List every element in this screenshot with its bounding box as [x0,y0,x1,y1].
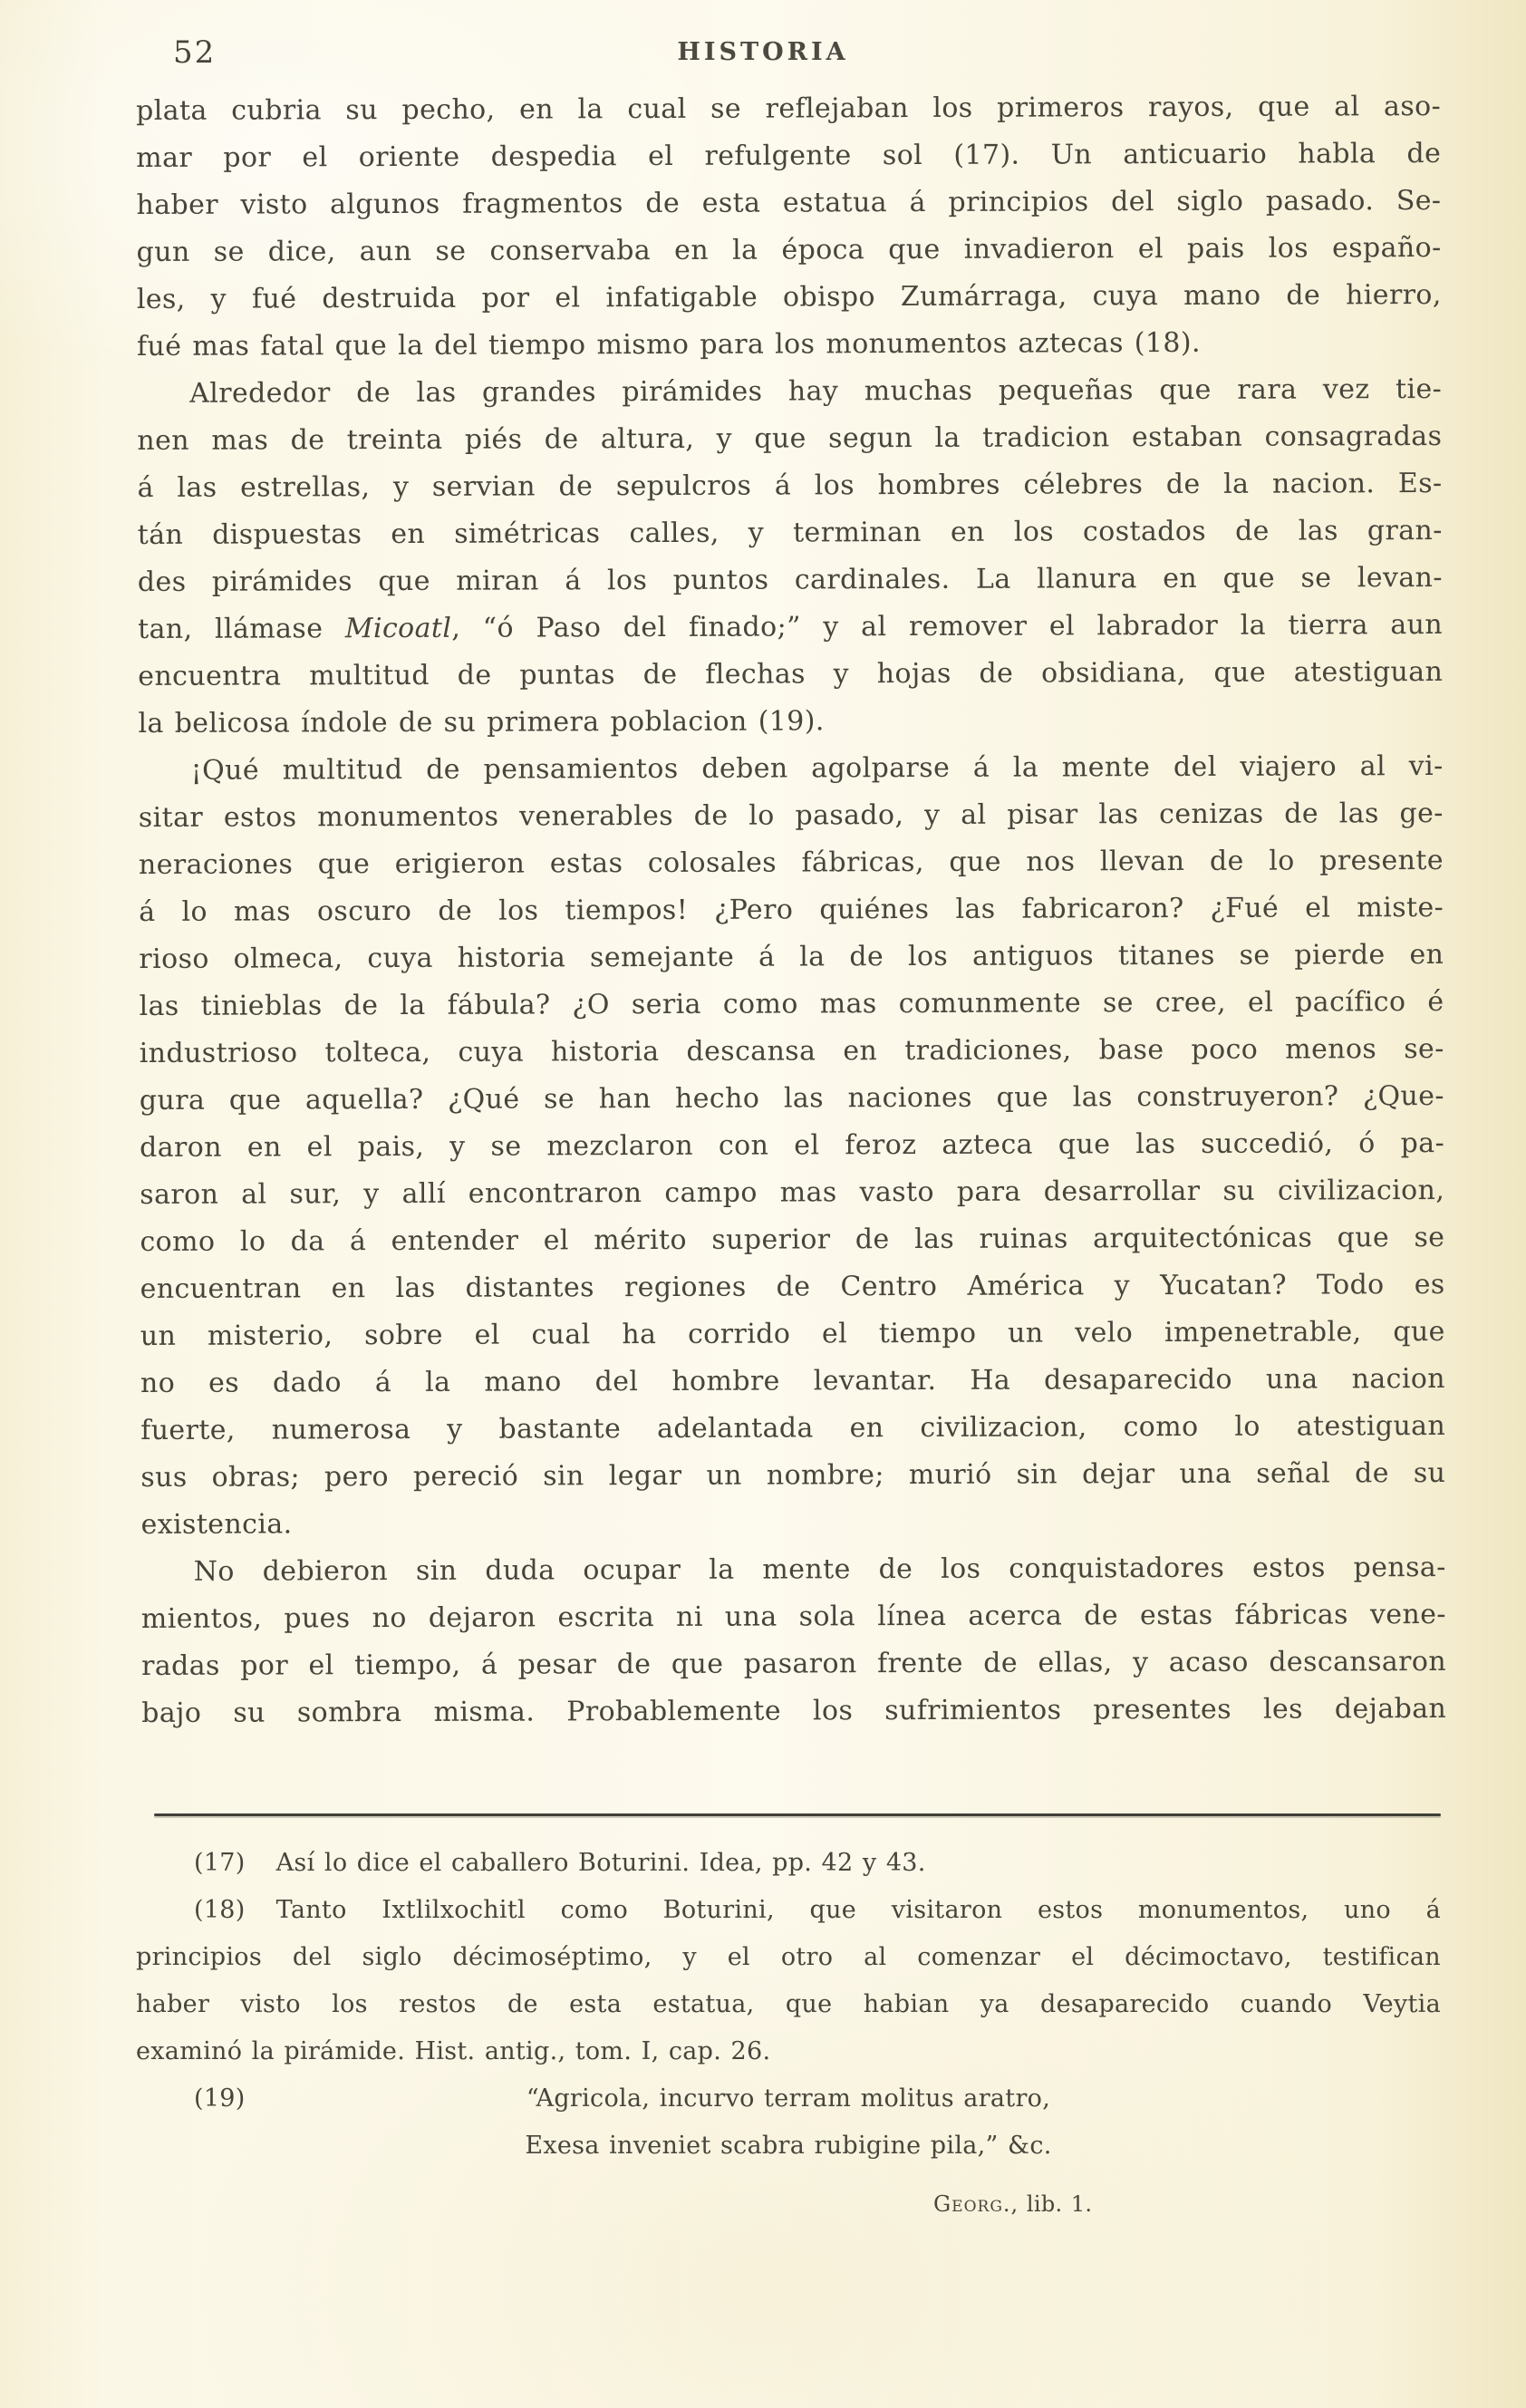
footnote-17 [136,1840,1441,1887]
text-line: las tinieblas de la fábula? ¿O seria como mas comunmente se cree, el pacífico é [139,985,1444,1022]
text-line: bajo su sombra misma. Probablemente los sufrimientos presentes les dejaban [141,1692,1447,1729]
text-line: sitar estos monumentos venerables de lo pasado, y al pisar las cenizas de las ge- [138,797,1444,834]
footnote-19 [136,2075,1441,2228]
text-line: mientos, pues no dejaron escrita ni una sola línea acerca de estas fábricas vene- [140,1598,1446,1635]
text-line: ¡Qué multitud de pensamientos deben agolparse á la mente del viajero al vi- [190,749,1444,787]
text-line: saron al sur, y allí encontraron campo mas vasto para desarrollar su civilizacion, [140,1174,1445,1211]
paragraph-4 [141,1544,1447,1737]
paragraph-1 [136,83,1442,371]
text-line: tán dispuestas en simétricas calles, y terminan en los costados de las gran- [137,514,1443,551]
footnote-text: Tanto Ixtlilxochitl como Boturini, que visitaron estos monumentos, uno á [275,1896,1441,1924]
text-line: daron en el pais, y se mezclaron con el feroz azteca que las succedió, ó pa- [140,1127,1445,1164]
citation-detail: , lib. 1. [1010,2191,1093,2217]
text-line: un misterio, sobre el cual ha corrido el tiempo un velo impenetrable, que [140,1315,1445,1352]
footnote-quote-row [136,2075,1441,2123]
footnote-text: Así lo dice el caballero Boturini. Idea, pp. 42 y 43. [275,1849,926,1877]
text-segment: tan, llámase [138,613,345,645]
footnote-text-line: haber visto los restos de esta estatua, que habian ya desaparecido cuando Veytia [136,1990,1441,2018]
footnote-label: (19) [194,2084,246,2113]
text-line: Alrededor de las grandes pirámides hay muchas pequeñas que rara vez tie- [189,372,1443,410]
text-line: encuentran en las distantes regiones de Centro América y Yucatan? Todo es [140,1268,1445,1305]
text-line: gura que aquella? ¿Qué se han hecho las naciones que las construyeron? ¿Que- [139,1079,1444,1117]
text-line: á lo mas oscuro de los tiempos! ¿Pero quiénes las fabricaron? ¿Fué el miste- [139,891,1444,928]
text-line: rioso olmeca, cuya historia semejante á la de los antiguos titanes se pierde en [139,938,1444,975]
footnotes [136,1840,1441,2228]
page-number: 52 [173,34,217,71]
text-line: á las estrellas, y servian de sepulcros á los hombres célebres de la nacion. Es- [137,467,1443,504]
text-line: haber visto algunos fragmentos de esta estatua á principios del siglo pasado. Se- [136,184,1442,221]
citation-georgics [136,2181,1441,2228]
paragraph-3 [139,743,1446,1549]
footnote-text-line [136,1887,1441,1934]
text-line: les, y fué destruida por el infatigable obispo Zumárraga, cuya mano de hierro, [136,278,1442,315]
latin-quote-line: “Agricola, incurvo terram molitus aratro, [526,2084,1051,2113]
footnote-label: (17) [194,1849,246,1877]
text-line: plata cubria su pecho, en la cual se reflejaban los primeros rayos, que al aso- [136,90,1442,127]
text-line: no es dado á la mano del hombre levantar. Ha desaparecido una nacion [140,1362,1446,1399]
latin-quote-line: Exesa inveniet scabra rubigine pila,” &c. [525,2132,1052,2160]
citation-work: Georg. [933,2191,1011,2217]
text-line: neraciones que erigieron estas colosales fábricas, que nos llevan de lo presente [138,844,1444,881]
text-line: No debieron sin duda ocupar la mente de los conquistadores estos pensa- [193,1551,1446,1588]
footnote-text-line: examinó la pirámide. Hist. antig., tom. I, cap. 26. [136,2037,771,2065]
footnote-text-line: principios del siglo décimoséptimo, y el otro al comenzar el décimoctavo, testifican [136,1943,1441,1971]
running-title: HISTORIA [677,38,849,66]
page-body [136,83,1446,1737]
text-line: fuerte, numerosa y bastante adelantada en civilizacion, como lo atestiguan [140,1409,1446,1446]
text-line: fué mas fatal que la del tiempo mismo para los monumentos aztecas (18). [136,326,1201,363]
paragraph-2 [137,366,1443,748]
text-line: mar por el oriente despedia el refulgente sol (17). Un anticuario habla de [136,137,1442,174]
footnote-separator-rule [154,1813,1441,1816]
text-line: nen mas de treinta piés de altura, y que segun la tradicion estaban consagradas [137,420,1443,457]
text-line: radas por el tiempo, á pesar de que pasaron frente de ellas, y acaso descansaron [141,1645,1447,1682]
text-line: gun se dice, aun se conservaba en la época que invadieron el pais los españo- [136,231,1442,268]
text-line: encuentra multitud de puntas de flechas y hojas de obsidiana, que atestiguan [138,655,1444,692]
italic-term-micoatl: Micoatl [344,612,452,645]
text-line: sus obras; pero pereció sin legar un nombre; murió sin dejar una señal de su [140,1456,1446,1494]
footnote-18 [136,1887,1441,2075]
text-line: des pirámides que miran á los puntos cardinales. La llanura en que se levan- [137,561,1443,598]
text-line: existencia. [140,1508,293,1541]
text-line: industrioso tolteca, cuya historia descansa en tradiciones, base poco menos se- [139,1032,1444,1069]
text-line-micoatl [138,602,1443,653]
footnote-label: (18) [194,1896,246,1924]
text-line: la belicosa índole de su primera poblacion (19). [138,705,825,740]
text-segment: , “ó Paso del finado;” y al remover el labrador la tierra aun [451,608,1444,644]
text-line: como lo da á entender el mérito superior de las ruinas arquitectónicas que se [140,1221,1445,1258]
